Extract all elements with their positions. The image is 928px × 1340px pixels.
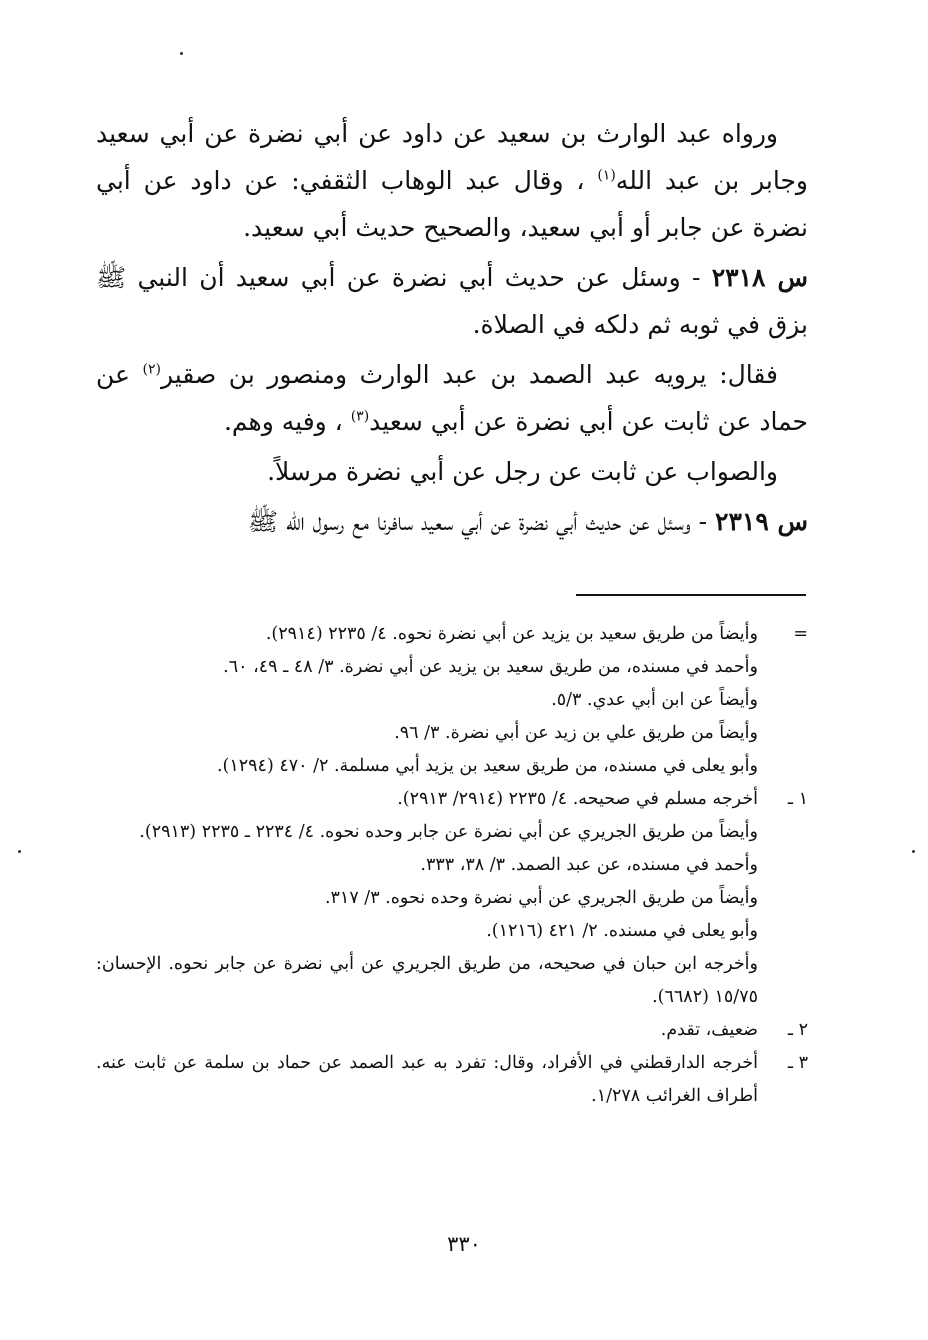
scan-speck [180, 52, 183, 55]
question-2319 [96, 498, 808, 545]
footnote-1 [96, 783, 808, 1014]
footnote-separator [576, 594, 806, 596]
question-number: س ٢٣١٨ [711, 263, 808, 292]
paragraph-1 [96, 110, 808, 251]
footnote-mark: ١ ـ [787, 789, 808, 809]
footnote-line: أخرجه مسلم في صحيحه. ٤/ ٢٢٣٥ (٢٩١٤/ ٢٩١٣). [397, 789, 758, 809]
footnote-mark: = [793, 624, 808, 644]
footnote-ref-2: (٢) [142, 361, 161, 378]
paragraph-1-rest: ، وقال عبد الوهاب الثقفي: عن داود عن أبي نضرة عن جابر أو أبي سعيد، والصحيح حديث أبي سعيد. [96, 166, 808, 242]
footnote-body: ضعيف، تقدم. [660, 1020, 758, 1040]
question-number: س ٢٣١٩ [715, 507, 808, 536]
question-text: - وسئل عن حديث أبي نضرة عن أبي سعيد سافرنا مع رسول الله ﷺ [247, 507, 708, 536]
footnote-line: وأبو يعلى في مسنده. ٢/ ٤٢١ (١٢١٦). [486, 921, 758, 941]
scan-speck [18, 850, 21, 853]
footnote-ref-1: (١) [597, 167, 616, 184]
answer-2318 [96, 351, 808, 445]
main-text [96, 110, 808, 548]
paragraph-1-text: ورواه عبد الوارث بن سعيد عن داود عن أبي نضرة عن أبي سعيد وجابر بن عبد الله [96, 119, 808, 195]
footnote-line: وأيضاً من طريق الجريري عن أبي نضرة وحده نحوه. ٣/ ٣١٧. [324, 888, 758, 908]
footnote-line: وأخرجه ابن حبان في صحيحه، من طريق الجريري عن أبي نضرة عن جابر نحوه. الإحسان: ١٥/٧٥ (٦٦٨٢). [96, 954, 758, 1007]
footnote-mark: ٢ ـ [787, 1020, 808, 1040]
answer-text-middle: عن حماد عن ثابت عن أبي نضرة عن أبي سعيد [96, 360, 808, 436]
footnote-body: أخرجه الدارقطني في الأفراد، وقال: تفرد به عبد الصمد عن حماد بن سلمة عن ثابت عنه. أطراف الغرائب ١/٢٧٨. [96, 1053, 758, 1106]
footnote-mark: ٣ ـ [787, 1053, 808, 1073]
footnote-body [96, 618, 758, 783]
footnote-line: وأيضاً عن ابن أبي عدي. ٥/٣. [551, 690, 758, 710]
scan-speck [912, 850, 915, 853]
footnote-line: وأيضاً من طريق الجريري عن أبي نضرة عن جابر وحده نحوه. ٤/ ٢٢٣٤ ـ ٢٢٣٥ (٢٩١٣). [139, 822, 758, 842]
page-number: ٣٣٠ [447, 1232, 481, 1256]
footnote-body [96, 783, 758, 1014]
footnote-ref-3: (٣) [350, 408, 370, 425]
footnote-line: وأيضاً من طريق سعيد بن يزيد عن أبي نضرة نحوه. ٤/ ٢٢٣٥ (٢٩١٤). [265, 624, 758, 644]
question-2318 [96, 254, 808, 348]
answer-text-start: فقال: يرويه عبد الصمد بن عبد الوارث ومنصور بن صقير [161, 360, 779, 389]
footnote-3 [96, 1047, 808, 1113]
footnotes [96, 618, 808, 1113]
answer-text-end: ، وفيه وهم. [223, 407, 343, 436]
footnote-line: وأبو يعلى في مسنده، من طريق سعيد بن يزيد أبي مسلمة. ٢/ ٤٧٠ (١٢٩٤). [216, 756, 758, 776]
footnote-line: وأيضاً من طريق علي بن زيد عن أبي نضرة. ٣/ ٩٦. [394, 723, 758, 743]
footnote-line: وأحمد في مسنده، من طريق سعيد بن يزيد عن أبي نضرة. ٣/ ٤٨ ـ ٤٩، ٦٠. [223, 657, 758, 677]
paragraph-correct-version: والصواب عن ثابت عن رجل عن أبي نضرة مرسلاً. [267, 457, 778, 486]
footnote-continued [96, 618, 808, 783]
footnote-line: وأحمد في مسنده، عن عبد الصمد. ٣/ ٣٨، ٣٣٣. [420, 855, 758, 875]
footnote-2 [96, 1014, 808, 1047]
question-text: - وسئل عن حديث أبي نضرة عن أبي سعيد أن النبي ﷺ بزق في ثوبه ثم دلكه في الصلاة. [96, 263, 808, 339]
